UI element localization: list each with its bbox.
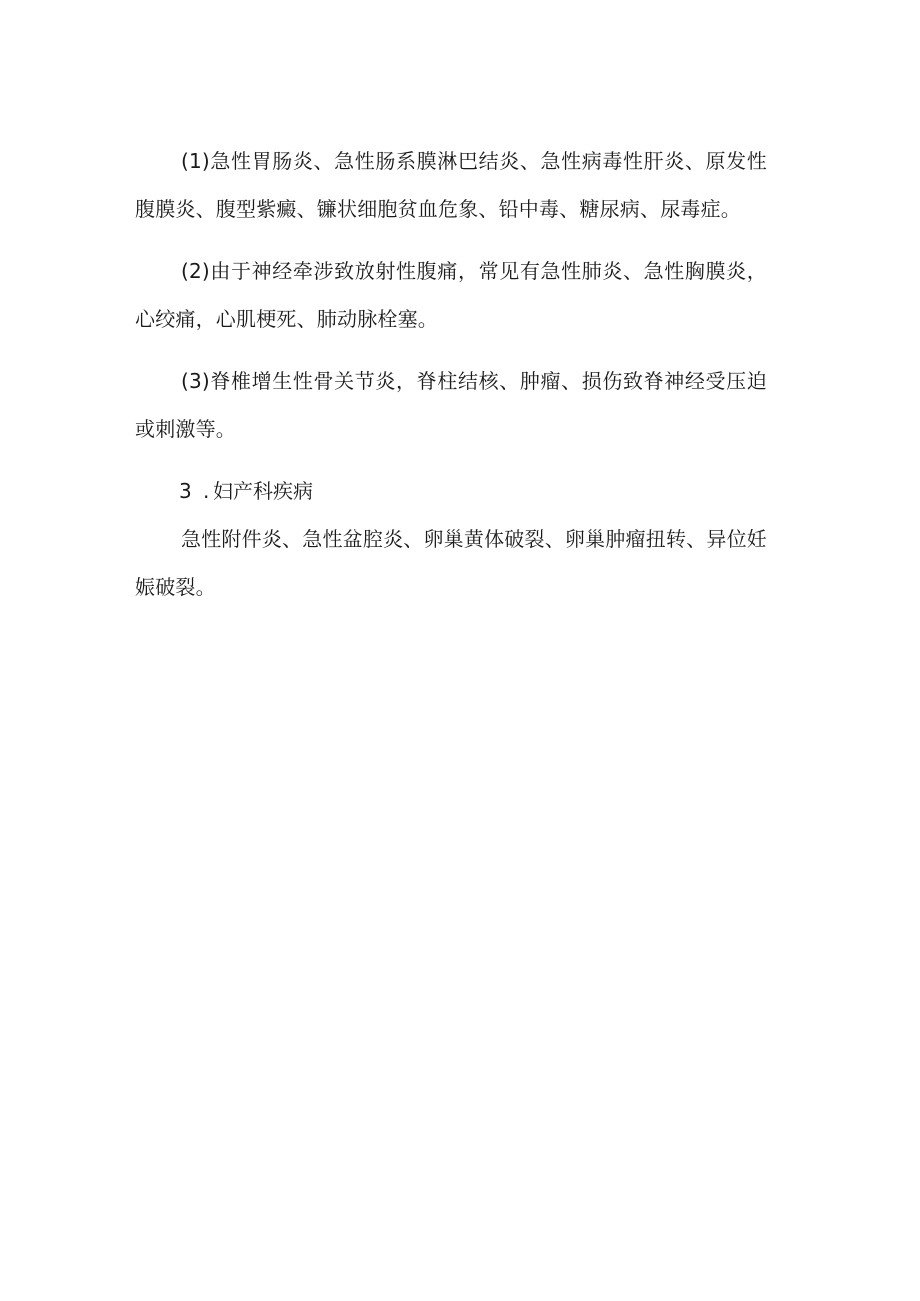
document-body (135, 137, 767, 611)
paragraph-item-2: (2)由于神经牵涉致放射性腹痛，常见有急性肺炎、急性胸膜炎，心绞痛，心肌梗死、肺动脉栓塞。 (135, 259, 767, 331)
section-separator: . (203, 479, 210, 503)
section-heading (135, 467, 767, 515)
paragraph-item-1: (1)急性胃肠炎、急性肠系膜淋巴结炎、急性病毒性肝炎、原发性腹膜炎、腹型紫癜、镰状细胞贫血危象、铅中毒、糖尿病、尿毒症。 (135, 149, 767, 221)
section-paragraph: 急性附件炎、急性盆腔炎、卵巢黄体破裂、卵巢肿瘤扭转、异位妊娠破裂。 (135, 527, 767, 599)
section-title: 妇产科疾病 (213, 479, 313, 503)
paragraph-item-3: (3)脊椎增生性骨关节炎，脊柱结核、肿瘤、损伤致脊神经受压迫或刺激等。 (135, 369, 767, 441)
section-number: 3 (179, 479, 192, 503)
